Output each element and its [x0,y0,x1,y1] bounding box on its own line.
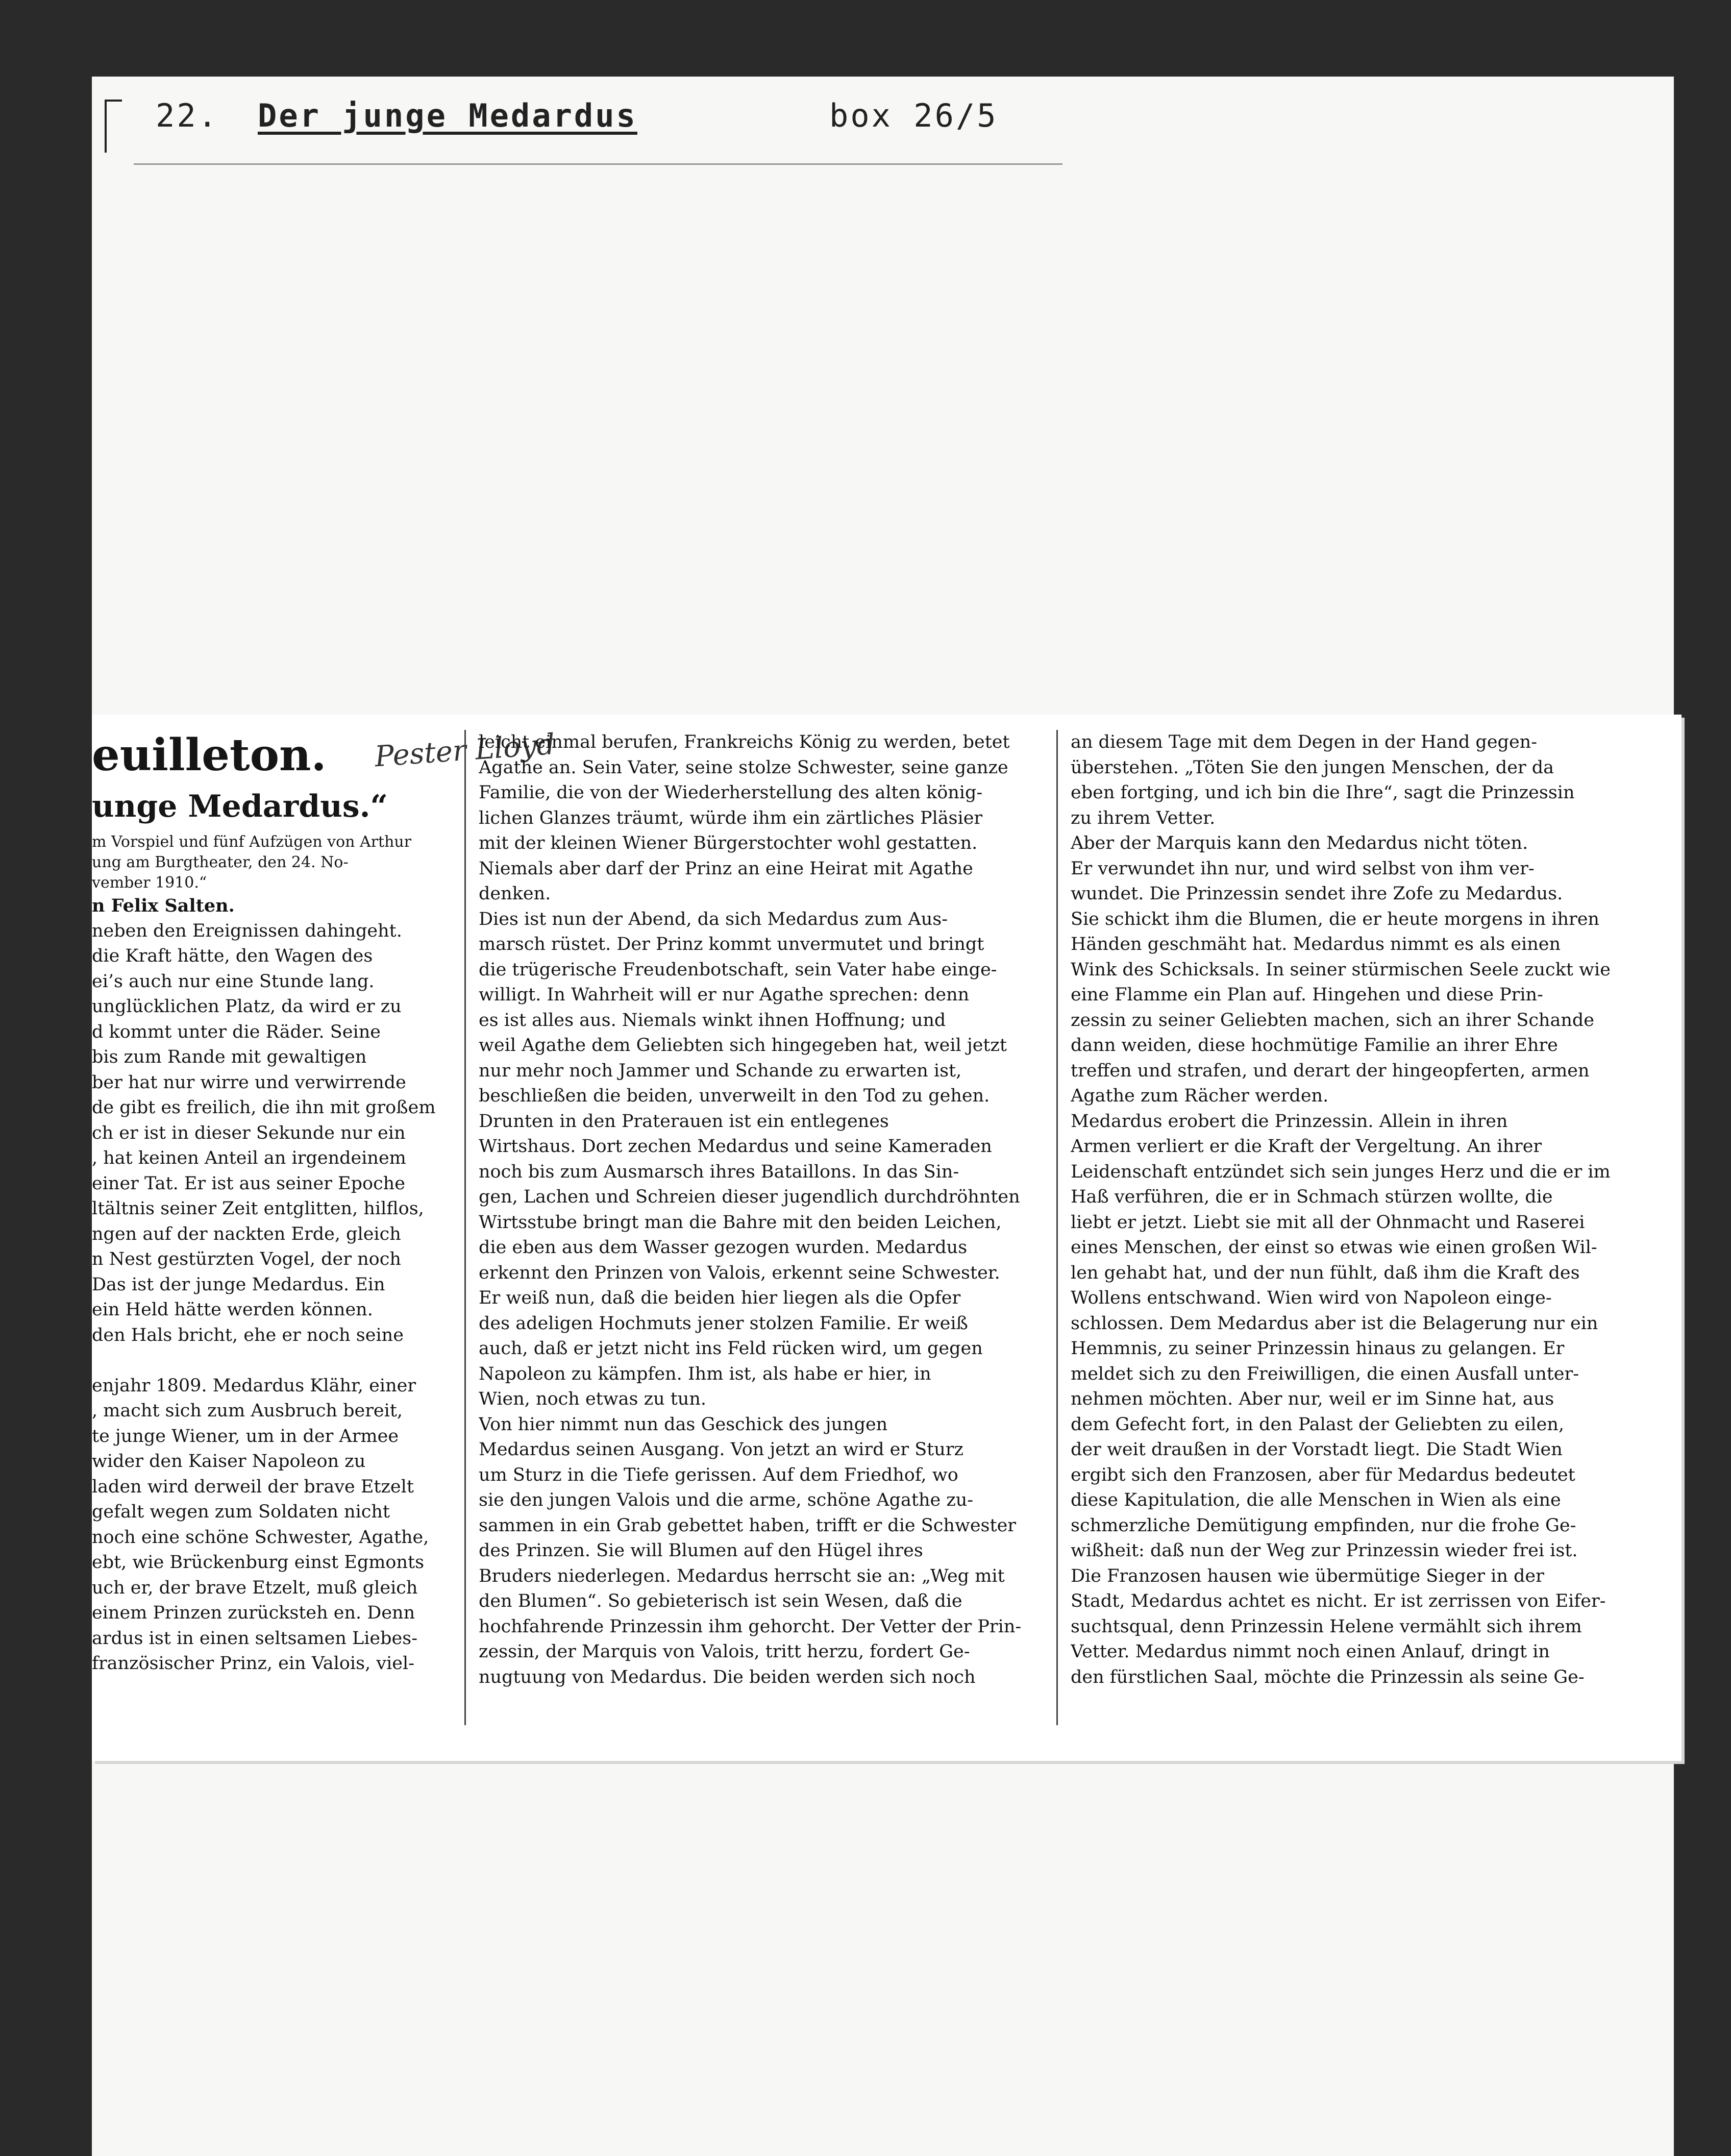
text-line: diese Kapitulation, die alle Menschen in Wien als eine [1071,1490,1561,1510]
text-line: ardus ist in einen seltsamen Liebes- [92,1628,418,1649]
text-line: Medardus seinen Ausgang. Von jetzt an wird er Sturz [479,1439,963,1460]
text-line: ergibt sich den Franzosen, aber für Medardus bedeutet [1071,1464,1575,1485]
folder-title: Der junge Medardus [258,97,637,134]
text-line: nur mehr noch Jammer und Schande zu erwarten ist, [479,1060,962,1081]
column-1-body [92,919,444,1677]
text-line: die eben aus dem Wasser gezogen wurden. Medardus [479,1237,968,1258]
text-line: überstehen. „Töten Sie den jungen Menschen, der da [1071,757,1554,778]
text-line: auch, daß er jetzt nicht ins Feld rücken wird, um gegen [479,1338,983,1359]
text-line: ebt, wie Brückenburg einst Egmonts [92,1552,425,1573]
text-line: Leidenschaft entzündet sich sein junges Herz und die er im [1071,1161,1611,1182]
text-line: unglücklichen Platz, da wird er zu [92,996,402,1017]
text-line: an diesem Tage mit dem Degen in der Hand gegen- [1071,732,1538,752]
text-line: ch er ist in dieser Sekunde nur ein [92,1122,406,1143]
text-line: wider den Kaiser Napoleon zu [92,1451,366,1472]
text-line: noch bis zum Ausmarsch ihres Bataillons. In das Sin- [479,1161,959,1182]
text-line: Armen verliert er die Kraft der Vergeltung. An ihrer [1071,1136,1542,1157]
text-line: Agathe an. Sein Vater, seine stolze Schwester, seine ganze [479,757,1008,778]
text-line: , macht sich zum Ausbruch bereit, [92,1401,403,1421]
text-line: zessin, der Marquis von Valois, tritt herzu, fordert Ge- [479,1641,970,1662]
text-line [92,1348,444,1374]
text-line: Er weiß nun, daß die beiden hier liegen als die Opfer [479,1288,961,1308]
text-line: dem Gefecht fort, in den Palast der Geliebten zu eilen, [1071,1414,1565,1435]
text-line: neben den Ereignissen dahingeht. [92,920,402,941]
text-line: bis zum Rande mit gewaltigen [92,1047,367,1067]
text-line: Medardus erobert die Prinzessin. Allein in ihren [1071,1111,1508,1132]
text-line: Familie, die von der Wiederherstellung des alten könig- [479,782,983,803]
text-line: Von hier nimmt nun das Geschick des jungen [479,1414,888,1435]
box-label: box 26/5 [829,97,998,134]
text-line: enjahr 1809. Medardus Klähr, einer [92,1375,416,1396]
text-line: te junge Wiener, um in der Armee [92,1426,399,1447]
column-3 [1056,730,1658,1725]
text-line: beschließen die beiden, unverweilt in den Tod zu gehen. [479,1086,990,1106]
text-line: einem Prinzen zurücksteh en. Denn [92,1603,415,1623]
text-line: m Vorspiel und fünf Aufzügen von Arthur [92,833,412,851]
header-rule [134,163,1062,165]
folder-number: 22. [156,97,219,134]
text-line: schlossen. Dem Medardus aber ist die Belagerung nur ein [1071,1313,1598,1334]
text-line: den Hals bricht, ehe er noch seine [92,1325,404,1345]
column-2 [464,730,1040,1725]
text-line: ber hat nur wirre und verwirrende [92,1072,406,1093]
text-line: um Sturz in die Tiefe gerissen. Auf dem Friedhof, wo [479,1464,958,1485]
text-line: denken. [479,884,551,904]
text-line: liebt er jetzt. Liebt sie mit all der Ohnmacht und Raserei [1071,1212,1585,1233]
text-line: ein Held hätte werden können. [92,1300,373,1320]
text-line: Wink des Schicksals. In seiner stürmischen Seele zuckt wie [1071,959,1611,980]
text-line: sie den jungen Valois und die arme, schöne Agathe zu- [479,1490,974,1510]
text-line: willigt. In Wahrheit will er nur Agathe sprechen: denn [479,985,970,1005]
text-line: den fürstlichen Saal, möchte die Prinzessin als seine Ge- [1071,1667,1585,1687]
text-line: Drunten in den Praterauen ist ein entlegenes [479,1111,889,1132]
text-line: Napoleon zu kämpfen. Ihm ist, als habe er hier, in [479,1363,931,1384]
text-line: Haß verführen, die er in Schmach stürzen wollte, die [1071,1187,1553,1207]
text-line: Wollens entschwand. Wien wird von Napoleon einge- [1071,1288,1552,1308]
text-line: sammen in ein Grab gebettet haben, trifft er die Schwester [479,1515,1017,1536]
text-line: die trügerische Freudenbotschaft, sein Vater habe einge- [479,959,997,980]
text-line: Stadt, Medardus achtet es nicht. Er ist zerrissen von Eifer- [1071,1591,1606,1611]
author-line: n Felix Salten. [92,895,235,916]
text-line: zessin zu seiner Geliebten machen, sich an ihrer Schande [1071,1010,1594,1031]
text-line: nugtuung von Medardus. Die beiden werden sich noch [479,1667,976,1687]
text-line: eben fortging, und ich bin die Ihre“, sagt die Prinzessin [1071,782,1575,803]
text-line: leicht einmal berufen, Frankreichs König zu werden, betet [479,732,1010,752]
text-line: nehmen möchten. Aber nur, weil er im Sinne hat, aus [1071,1389,1554,1409]
column-3-body [1071,730,1658,1690]
text-line: weil Agathe dem Geliebten sich hingegeben hat, weil jetzt [479,1035,1007,1056]
text-line: die Kraft hätte, den Wagen des [92,946,373,966]
text-line: eine Flamme ein Plan auf. Hingehen und diese Prin- [1071,985,1543,1005]
text-line: der weit draußen in der Vorstadt liegt. Die Stadt Wien [1071,1439,1563,1460]
text-line: es ist alles aus. Niemals winkt ihnen Hoffnung; und [479,1010,946,1031]
text-line: Wirtsstube bringt man die Bahre mit den beiden Leichen, [479,1212,1002,1233]
text-line: den Blumen“. So gebieterisch ist sein Wesen, daß die [479,1591,962,1611]
text-line: gefalt wegen zum Soldaten nicht [92,1502,390,1522]
text-line: zu ihrem Vetter. [1071,807,1216,828]
feuilleton-masthead: euilleton. [92,730,327,781]
text-line: dann weiden, diese hochmütige Familie an ihrer Ehre [1071,1035,1558,1056]
text-line: uch er, der brave Etzelt, muß gleich [92,1577,418,1598]
text-line: Hemmnis, zu seiner Prinzessin hinaus zu gelangen. Er [1071,1338,1565,1359]
text-line: des adeligen Hochmuts jener stolzen Familie. Er weiß [479,1313,968,1334]
text-line: gen, Lachen und Schreien dieser jugendlich durchdröhnten [479,1187,1020,1207]
text-line: suchtsqual, denn Prinzessin Helene vermählt sich ihrem [1071,1616,1582,1637]
text-line: Niemals aber darf der Prinz an eine Heirat mit Agathe [479,858,973,879]
text-line: noch eine schöne Schwester, Agathe, [92,1527,429,1548]
text-line: Das ist der junge Medardus. Ein [92,1274,385,1295]
text-line: französischer Prinz, ein Valois, viel- [92,1653,415,1674]
text-line: laden wird derweil der brave Etzelt [92,1476,414,1497]
text-line: meldet sich zu den Freiwilligen, die einen Ausfall unter- [1071,1363,1579,1384]
text-line: marsch rüstet. Der Prinz kommt unvermutet und bringt [479,934,984,954]
text-line: Die Franzosen hausen wie übermütige Sieger in der [1071,1565,1544,1586]
text-line: Aber der Marquis kann den Medardus nicht töten. [1071,833,1528,853]
text-line: Wien, noch etwas zu tun. [479,1389,707,1409]
newspaper-clipping [92,715,1681,1761]
text-line: d kommt unter die Räder. Seine [92,1021,381,1042]
text-line: Agathe zum Rächer werden. [1071,1086,1329,1106]
text-line: len gehabt hat, und der nun fühlt, daß ihm die Kraft des [1071,1262,1580,1283]
text-line: vember 1910.“ [92,874,207,892]
text-line: treffen und strafen, und derart der hingeopferten, armen [1071,1060,1590,1081]
text-line: Er verwundet ihn nur, und wird selbst von ihm ver- [1071,858,1535,879]
text-line: Dies ist nun der Abend, da sich Medardus zum Aus- [479,909,948,929]
text-line: wundet. Die Prinzessin sendet ihre Zofe zu Medardus. [1071,884,1563,904]
text-line: eines Menschen, der einst so etwas wie einen großen Wil- [1071,1237,1597,1258]
text-line: Händen geschmäht hat. Medardus nimmt es als einen [1071,934,1561,954]
play-title: unge Medardus.“ [92,789,388,824]
text-line: lichen Glanzes träumt, würde ihm ein zärtliches Pläsier [479,807,983,828]
text-line: wißheit: daß nun der Weg zur Prinzessin wieder frei ist. [1071,1540,1578,1561]
text-line: mit der kleinen Wiener Bürgerstochter wohl gestatten. [479,833,978,853]
column-2-body [479,730,1040,1690]
column-1 [92,730,444,1725]
text-line: des Prinzen. Sie will Blumen auf den Hügel ihres [479,1540,923,1561]
corner-bracket [105,100,122,153]
text-line: schmerzliche Demütigung empfinden, nur die frohe Ge- [1071,1515,1576,1536]
text-line: ei’s auch nur eine Stunde lang. [92,971,375,992]
text-line: , hat keinen Anteil an irgendeinem [92,1148,406,1168]
text-line: Bruders niederlegen. Medardus herrscht sie an: „Weg mit [479,1565,1005,1586]
text-line: Sie schickt ihm die Blumen, die er heute morgens in ihren [1071,909,1599,929]
text-line: erkennt den Prinzen von Valois, erkennt seine Schwester. [479,1262,1000,1283]
handwritten-source: Pester Lloyd [374,727,556,774]
text-line: ung am Burgtheater, den 24. No- [92,853,349,871]
text-line: de gibt es freilich, die ihn mit großem [92,1097,436,1118]
text-line: ngen auf der nackten Erde, gleich [92,1223,401,1244]
play-subtitle [92,832,444,893]
text-line: hochfahrende Prinzessin ihm gehorcht. Der Vetter der Prin- [479,1616,1022,1637]
text-line: ltältnis seiner Zeit entglitten, hilflos, [92,1198,424,1219]
text-line: einer Tat. Er ist aus seiner Epoche [92,1173,405,1194]
text-line: Vetter. Medardus nimmt noch einen Anlauf, dringt in [1071,1641,1550,1662]
text-line: Wirtshaus. Dort zechen Medardus und seine Kameraden [479,1136,992,1157]
text-line: n Nest gestürzten Vogel, der noch [92,1249,401,1269]
